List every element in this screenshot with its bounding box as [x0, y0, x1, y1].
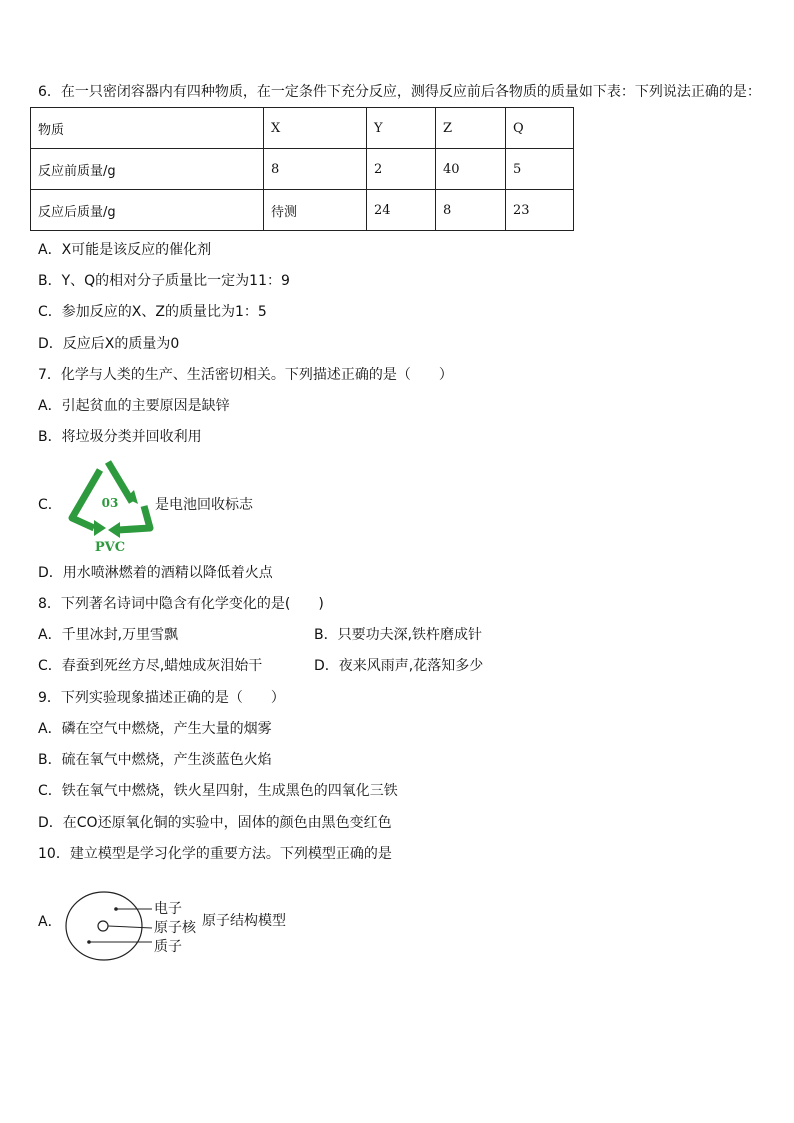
atom-model-caption: 原子结构模型	[202, 913, 286, 929]
recycle-number: 03	[101, 496, 119, 510]
table-cell: 物质	[31, 108, 264, 149]
q9-option-a: A．磷在空气中燃烧，产生大量的烟雾	[38, 721, 272, 737]
table-header-row	[31, 108, 574, 149]
atom-model-diagram	[60, 886, 310, 966]
q10-option-a-prefix: A．	[38, 914, 62, 930]
q6-option-a: A．X可能是该反应的催化剂	[38, 242, 212, 258]
table-row	[31, 190, 574, 231]
q9-option-c: C．铁在氧气中燃烧，铁火星四射，生成黑色的四氧化三铁	[38, 783, 398, 799]
q8-option-b: B．只要功夫深,铁杵磨成针	[314, 627, 483, 643]
q6-option-b: B．Y、Q的相对分子质量比一定为11：9	[38, 273, 290, 289]
recycle-code: PVC	[94, 540, 126, 554]
table-cell: Y	[367, 108, 436, 149]
q7-option-a: A．引起贫血的主要原因是缺锌	[38, 398, 230, 414]
table-cell: 反应后质量/g	[31, 190, 264, 231]
table-cell: 2	[367, 149, 436, 190]
q8-option-d: D．夜来风雨声,花落知多少	[314, 658, 484, 674]
q10-stem: 10．建立模型是学习化学的重要方法。下列模型正确的是	[38, 846, 392, 862]
table-cell: Z	[436, 108, 506, 149]
q6-stem: 6．在一只密闭容器内有四种物质，在一定条件下充分反应，测得反应前后各物质的质量如下表：下列说法正确的是：	[38, 84, 761, 100]
table-cell: Q	[506, 108, 574, 149]
table-cell: 40	[436, 149, 506, 190]
q8-option-c: C．春蚕到死丝方尽,蜡烛成灰泪始干	[38, 658, 263, 674]
q9-option-b: B．硫在氧气中燃烧，产生淡蓝色火焰	[38, 752, 272, 768]
q7-option-c-prefix: C．	[38, 497, 62, 513]
table-cell: 8	[436, 190, 506, 231]
q7-option-b: B．将垃圾分类并回收利用	[38, 429, 202, 445]
table-cell: 8	[264, 149, 367, 190]
table-cell: 24	[367, 190, 436, 231]
q6-option-c: C．参加反应的X、Z的质量比为1：5	[38, 304, 267, 320]
mass-table	[30, 107, 574, 231]
electron-label: 电子	[154, 901, 182, 917]
q7-option-d: D．用水喷淋燃着的酒精以降低着火点	[38, 565, 273, 581]
q7-option-c-text: 是电池回收标志	[155, 497, 253, 513]
table-cell: 23	[506, 190, 574, 231]
q9-option-d: D．在CO还原氧化铜的实验中，固体的颜色由黑色变红色	[38, 815, 392, 831]
proton-label: 质子	[154, 939, 182, 955]
recycling-symbol-icon	[64, 456, 156, 554]
table-cell: X	[264, 108, 367, 149]
q8-option-a: A．千里冰封,万里雪飘	[38, 627, 179, 643]
table-cell: 5	[506, 149, 574, 190]
q6-option-d: D．反应后X的质量为0	[38, 336, 180, 352]
table-cell: 反应前质量/g	[31, 149, 264, 190]
q9-stem: 9．下列实验现象描述正确的是（ ）	[38, 690, 285, 706]
table-row	[31, 149, 574, 190]
q7-stem: 7．化学与人类的生产、生活密切相关。下列描述正确的是（ ）	[38, 367, 453, 383]
table-cell: 待测	[264, 190, 367, 231]
nucleus-label: 原子核	[154, 920, 196, 936]
q8-stem: 8．下列著名诗词中隐含有化学变化的是( )	[38, 596, 324, 612]
